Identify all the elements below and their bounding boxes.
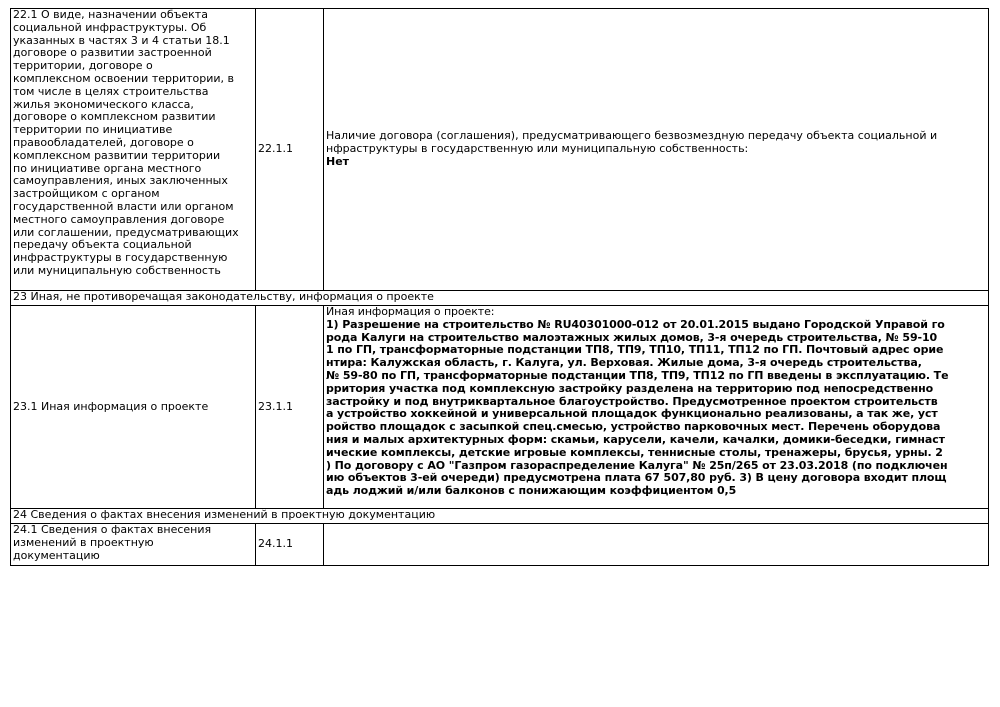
project-declaration-table	[10, 8, 989, 566]
table-row-22-1	[11, 9, 989, 291]
row-value-cell-23-1	[324, 306, 989, 509]
row-value-24-1	[324, 524, 989, 566]
row-code-22-1: 22.1.1	[256, 9, 324, 291]
row-value-22-1: Нет	[326, 154, 350, 168]
section-title-24: 24 Сведения о фактах внесения изменений в проектную документацию	[11, 509, 989, 524]
row-value-cell-22-1	[324, 9, 989, 291]
row-label-23-1: Иная информация о проекте:	[326, 305, 495, 318]
row-code-23-1: 23.1.1	[256, 306, 324, 509]
table-row-23-1	[11, 306, 989, 509]
row-code-24-1: 24.1.1	[256, 524, 324, 566]
row-name-22-1: 22.1 О виде, назначении объекта социальной инфраструктуры. Об указанных в частях 3 и 4 статьи 18.1 договоре о развитии застроенной территории, договоре о комплексном освоении территории, в том числе в целях строительства жилья экономического класса, договоре о комплексном развитии территории по инициативе правообладателей, договоре о комплексном развитии территории по инициативе органа местного самоуправления, иных заключенных застройщиком с органом государственной власти или органом местного самоуправления договоре или соглашении, предусматривающих передачу объекта социальной инфраструктуры в государственную или муниципальную собственность	[11, 9, 256, 291]
row-label-22-1: Наличие договора (соглашения), предусматривающего безвозмездную передачу объекта социальной и нфраструктуры в государственную или муниципальную собственность:	[326, 129, 938, 156]
section-header-23	[11, 291, 989, 306]
row-name-23-1: 23.1 Иная информация о проекте	[11, 306, 256, 509]
row-value-23-1: 1) Разрешение на строительство № RU40301000-012 от 20.01.2015 выдано Городской Управой го рода Калуги на строительство малоэтажных жилых домов, 3-я очередь строительства, № 59-10 1 по ГП, трансформаторные подстанции ТП8, ТП9, ТП10, ТП11, ТП12 по ГП. Почтовый адрес орие нтира: Калужская область, г. Калуга, ул. Верховая. Жилые дома, 3-я очередь строительства, № 59-80 по ГП, трансформаторные подстанции ТП8, ТП9, ТП12 по ГП введены в эксплуатацию. Те рритория участка под комплексную застройку разделена на территорию под непосредственно застройку и под внутриквартальное благоустройство. Предусмотренное проектом строительств а устройство хоккейной и универсальной площадок функционально реализованы, а так же, уст ройство площадок с засыпкой спец.смесью, устройство парковочных мест. Перечень оборудова ния и малых архитектурных форм: скамьи, карусели, качели, качалки, домики-беседки, гимнаст ические комплексы, детские игровые комплексы, теннисные столы, тренажеры, брусья, урны. 2 ) По договору с АО "Газпром газораспределение Калуга" № 25п/265 от 23.03.2018 (по подключен ию объектов 3-ей очереди) предусмотрена плата 67 507,80 руб. 3) В цену договора входит площ адь лоджий и/или балконов с понижающим коэффициентом 0,5	[326, 317, 949, 498]
section-header-24	[11, 509, 989, 524]
row-name-24-1: 24.1 Сведения о фактах внесения изменений в проектную документацию	[11, 524, 256, 566]
table-row-24-1	[11, 524, 989, 566]
section-title-23: 23 Иная, не противоречащая законодательству, информация о проекте	[11, 291, 989, 306]
